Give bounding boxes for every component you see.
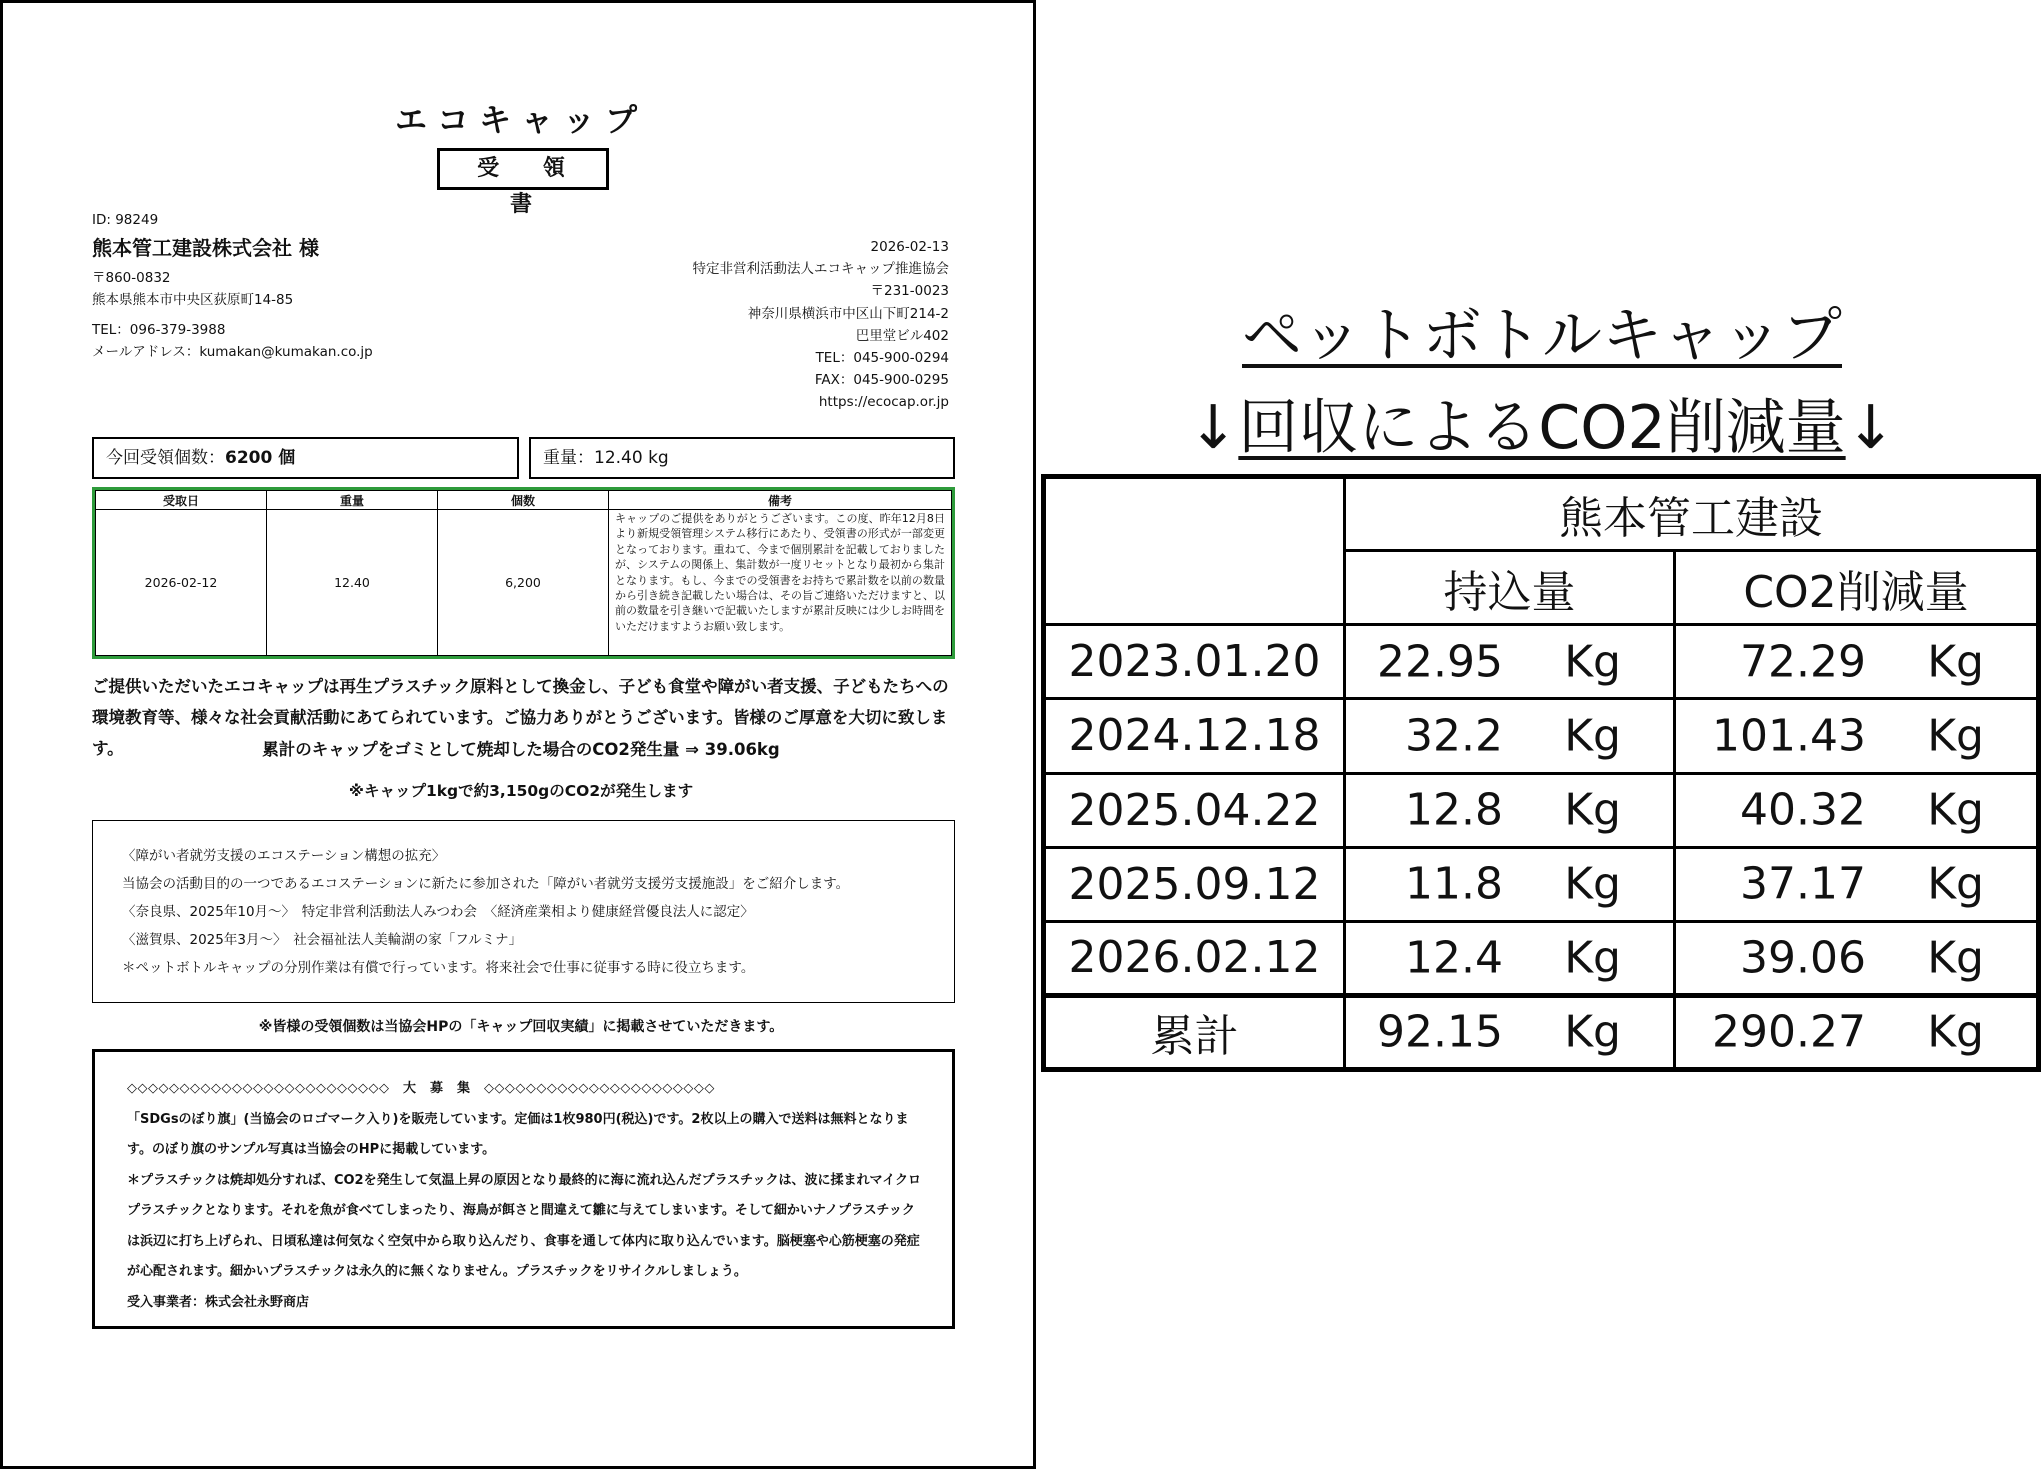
total-row xyxy=(1044,995,2039,1069)
unit-label: Kg xyxy=(1927,784,1984,836)
unit-label: Kg xyxy=(1927,636,1984,688)
recipient-email: メールアドレス：kumakan@kumakan.co.jp xyxy=(92,344,373,360)
received-quantity-box xyxy=(92,437,519,479)
row-date: 2026.02.12 xyxy=(1044,921,1345,995)
document-title: エコキャップ xyxy=(394,101,647,139)
down-arrow-icon: ↓ xyxy=(1188,393,1239,463)
table-row xyxy=(1044,699,2039,773)
weight-box xyxy=(529,437,955,479)
recipient-block xyxy=(92,209,512,363)
unit-label: Kg xyxy=(1564,636,1621,688)
recipient-tel: TEL：096-379-3988 xyxy=(92,322,226,338)
recruit-line: 受入事業者：株式会社永野商店 xyxy=(127,1294,310,1310)
unit-label: Kg xyxy=(1927,1006,1984,1058)
co2-header: CO2削減量 xyxy=(1675,551,2039,625)
panel-title-line1: ペットボトルキャップ xyxy=(1242,301,1842,371)
receipt-label: 受 領 書 xyxy=(437,148,609,190)
cell-count: 6,200 xyxy=(438,510,609,656)
info-box xyxy=(92,820,955,1003)
unit-label: Kg xyxy=(1564,858,1621,910)
recruit-line: ＊プラスチックは焼却処分すれば、CO2を発生して気温上昇の原因となり最終的に海に流れ込んだプラスチックは、波に揉まれマイクロプラスチックとなります。それを魚が食べてしまったり、海鳥が餌さと間違えて雛に与えてしまいます。そして細かいナノプラスチックは浜辺に打ち上げられ、日頃私達は何気なく空気中から取り込んだり、食事を通して体内に取り込んでいます。脳梗塞や心筋梗塞の発症が心配されます。細かいプラスチックは永久的に無くなりません。プラスチックをリサイクルしましょう。 xyxy=(127,1172,922,1279)
row-co2: 40.32 xyxy=(1740,784,1866,836)
down-arrow-icon: ↓ xyxy=(1845,393,1896,463)
unit-label: Kg xyxy=(1564,710,1621,762)
recipient-postal: 〒860-0832 xyxy=(92,270,171,286)
quantity-value: 6200 個 xyxy=(225,448,296,468)
issuer-building: 巴里堂ビル402 xyxy=(855,327,949,344)
co2-reduction-table xyxy=(1041,474,2041,1072)
recruit-box xyxy=(92,1049,955,1329)
info-line: ＊ペットボトルキャップの分別作業は有償で行っています。将来社会で仕事に従事する時に役立ちます。 xyxy=(122,960,755,976)
info-line: 〈障がい者就労支援のエコステーション構想の拡充〉 xyxy=(122,848,446,864)
cell-note: キャップのご提供をありがとうございます。この度、昨年12月8日より新規受領管理システム移行にあたり、受領書の形式が一部変更となっております。重ねて、今まで個別累計を記載しておりましたが、システムの関係上、集計数が一度リセットとなり最初から集計となります。もし、今までの受領書をお持ちで累計数を以前の数量から引き続き記載したい場合は、その旨ご連絡いただけますと、以前の数量を引き継いで記載いたしますが累計反映には少しお時間をいただけますようお願い致します。 xyxy=(609,510,952,656)
cell-date: 2026-02-12 xyxy=(96,510,267,656)
amount-header: 持込量 xyxy=(1345,551,1675,625)
receipt-id: ID: 98249 xyxy=(92,212,159,228)
total-co2: 290.27 xyxy=(1712,1006,1866,1058)
row-amount: 22.95 xyxy=(1377,636,1503,688)
table-row xyxy=(1044,625,2039,699)
unit-label: Kg xyxy=(1927,858,1984,910)
table-row xyxy=(1044,921,2039,995)
row-co2: 37.17 xyxy=(1740,858,1866,910)
col-header-note: 備考 xyxy=(609,491,952,510)
row-amount: 12.8 xyxy=(1405,784,1503,836)
empty-header-cell xyxy=(1044,477,1345,625)
unit-label: Kg xyxy=(1564,932,1621,984)
row-amount: 12.4 xyxy=(1405,932,1503,984)
row-co2: 101.43 xyxy=(1712,710,1866,762)
row-amount: 32.2 xyxy=(1405,710,1503,762)
row-date: 2025.04.22 xyxy=(1044,773,1345,847)
table-row xyxy=(96,510,952,656)
co2-total-line: 累計のキャップをゴミとして焼却した場合のCO2発生量 ⇒ 39.06kg xyxy=(262,740,780,759)
col-header-weight: 重量 xyxy=(267,491,438,510)
row-date: 2024.12.18 xyxy=(1044,699,1345,773)
quantity-label: 今回受領個数： xyxy=(106,448,225,468)
company-header: 熊本管工建設 xyxy=(1345,477,2039,551)
row-amount: 11.8 xyxy=(1405,858,1503,910)
issuer-fax: FAX：045-900-0295 xyxy=(814,372,949,389)
issuer-postal: 〒231-0023 xyxy=(870,283,949,300)
panel-title-line2: 回収によるCO2削減量 xyxy=(1238,393,1846,463)
cell-weight: 12.40 xyxy=(267,510,438,656)
hp-note: ※皆様の受領個数は当協会HPの「キャップ回収実績」に掲載させていただきます。 xyxy=(258,1019,784,1035)
unit-label: Kg xyxy=(1927,932,1984,984)
table-row xyxy=(1044,773,2039,847)
total-label: 累計 xyxy=(1044,995,1345,1069)
issue-date: 2026-02-13 xyxy=(870,239,949,255)
unit-label: Kg xyxy=(1564,784,1621,836)
issuer-org: 特定非営利活動法人エコキャップ推進協会 xyxy=(692,261,949,278)
row-date: 2025.09.12 xyxy=(1044,847,1345,921)
info-line: 〈奈良県、2025年10月～〉 特定非営利活動法人みつわ会 〈経済産業相より健康経営優良法人に認定〉 xyxy=(122,904,754,920)
detail-table xyxy=(95,490,952,656)
issuer-block xyxy=(529,236,949,414)
weight-label: 重量： xyxy=(543,448,594,468)
col-header-count: 個数 xyxy=(438,491,609,510)
recipient-address: 熊本県熊本市中央区荻原町14-85 xyxy=(92,292,294,308)
issuer-address: 神奈川県横浜市中区山下町214-2 xyxy=(747,305,949,322)
row-co2: 39.06 xyxy=(1740,932,1866,984)
info-line: 〈滋賀県、2025年3月～〉 社会福祉法人美輪湖の家「フルミナ」 xyxy=(122,932,523,948)
table-row xyxy=(1044,847,2039,921)
unit-label: Kg xyxy=(1564,1006,1621,1058)
col-header-date: 受取日 xyxy=(96,491,267,510)
info-line: 当協会の活動目的の一つであるエコステーションに新たに参加された「障がい者就労支援労支援施設」をご紹介します。 xyxy=(122,876,850,892)
issuer-tel: TEL：045-900-0294 xyxy=(815,350,949,367)
row-co2: 72.29 xyxy=(1740,636,1866,688)
weight-value: 12.40 kg xyxy=(594,448,669,468)
recruit-line: 「SDGsのぼり旗」(当協会のロゴマーク入り)を販売しています。定価は1枚980円(税込)です。2枚以上の購入で送料は無料となります。のぼり旗のサンプル写真は当協会のHPに掲載しています。 xyxy=(127,1111,909,1157)
unit-label: Kg xyxy=(1927,710,1984,762)
issuer-url[interactable]: https://ecocap.or.jp xyxy=(818,394,949,411)
recipient-name: 熊本管工建設株式会社 様 xyxy=(92,236,319,260)
row-date: 2023.01.20 xyxy=(1044,625,1345,699)
panel-title xyxy=(1040,290,2044,474)
thanks-message: ご提供いただいたエコキャップは再生プラスチック原料として換金し、子ども食堂や障がい者支援、子どもたちへの環境教育等、様々な社会貢献活動にあてられています。ご協力ありがとうございます。皆様のご厚意を大切に致します。 xyxy=(92,677,949,758)
co2-note-line: ※キャップ1kgで約3,150gのCO2が発生します xyxy=(348,782,694,800)
recruit-heading: ◇◇◇◇◇◇◇◇◇◇◇◇◇◇◇◇◇◇◇◇◇◇◇◇◇ 大 募 集 ◇◇◇◇◇◇◇◇◇◇◇◇◇◇◇◇◇◇◇◇◇◇ xyxy=(127,1081,715,1096)
detail-table-frame xyxy=(92,487,955,659)
total-amount: 92.15 xyxy=(1377,1006,1503,1058)
